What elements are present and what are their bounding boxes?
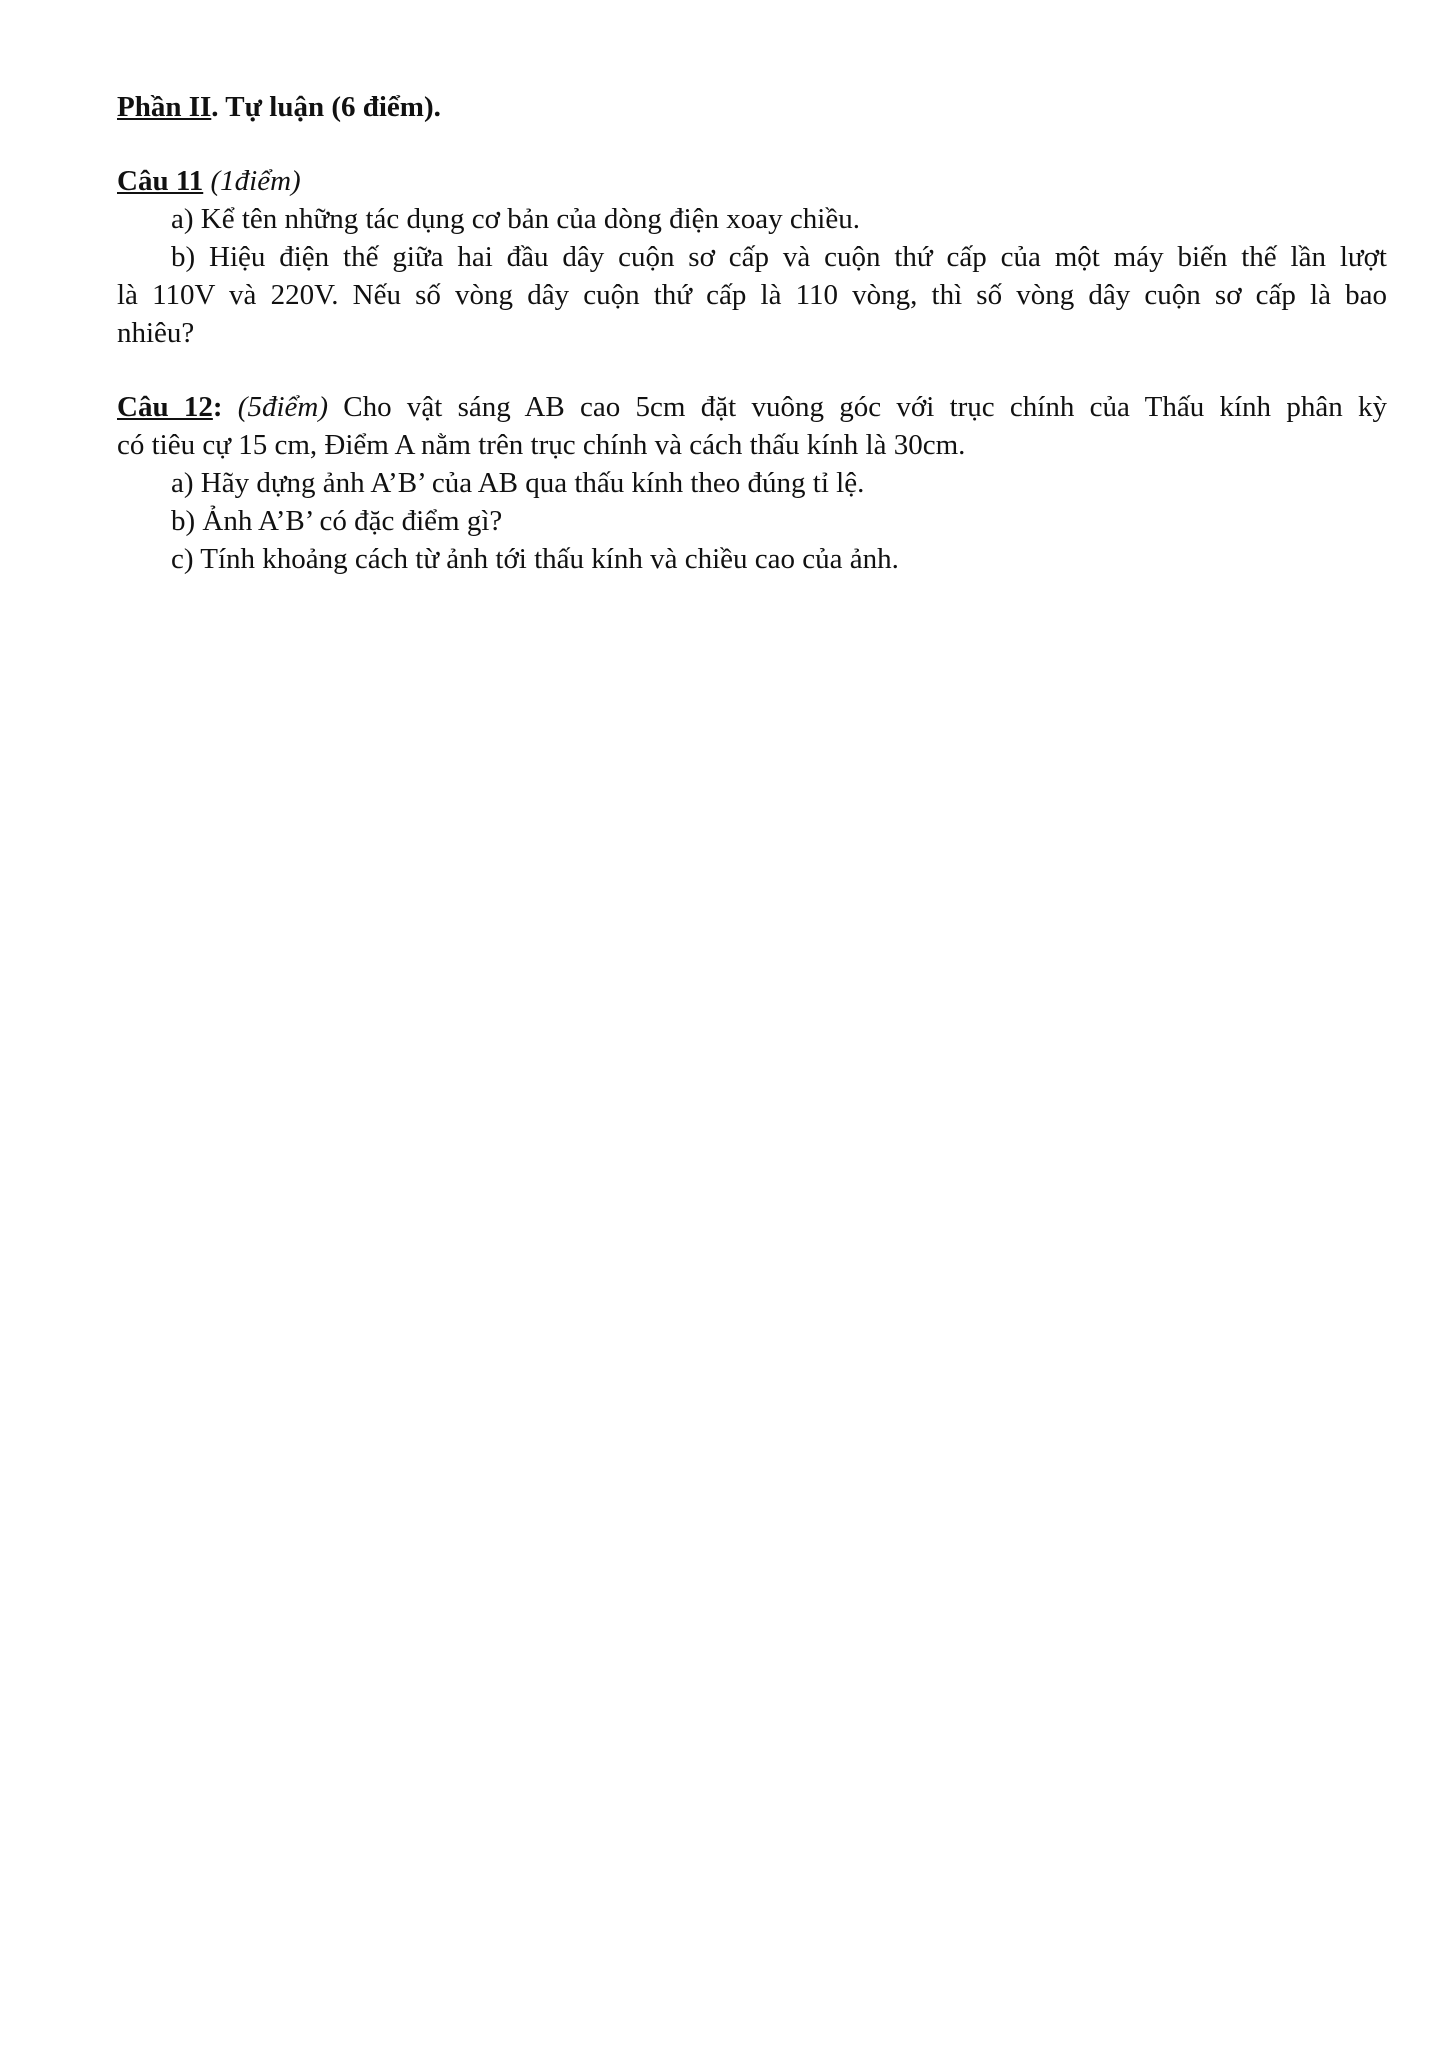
question-12-intro-line-1 (117, 388, 1387, 426)
section-title-underlined: Phần II (117, 91, 212, 123)
section-title-rest: . Tự luận (6 điểm). (211, 91, 441, 123)
document-content (117, 88, 1387, 578)
question-12-part-c: c) Tính khoảng cách từ ảnh tới thấu kính và chiều cao của ảnh. (171, 543, 899, 575)
question-12-points: (5điểm) (222, 391, 328, 423)
question-11-part-b-line-2: là 110V và 220V. Nếu số vòng dây cuộn thứ cấp là 110 vòng, thì số vòng dây cuộn sơ cấp là bao (117, 279, 1387, 311)
question-11-points: (1điểm) (203, 165, 301, 197)
question-11-part-a: a) Kể tên những tác dụng cơ bản của dòng điện xoay chiều. (171, 203, 860, 235)
section-heading (117, 88, 1387, 126)
question-12-colon: : (212, 391, 223, 423)
question-11-part-b-line-1: b) Hiệu điện thế giữa hai đầu dây cuộn sơ cấp và cuộn thứ cấp của một máy biến thế lần lượt (171, 241, 1387, 273)
question-12-part-b: b) Ảnh A’B’ có đặc điểm gì? (171, 505, 503, 537)
question-11-part-b-line-3: nhiêu? (117, 317, 195, 349)
question-11-heading (117, 162, 1387, 200)
question-11-label: Câu 11 (117, 165, 204, 197)
question-12-part-a: a) Hãy dựng ảnh A’B’ của AB qua thấu kính theo đúng tỉ lệ. (171, 467, 865, 499)
question-12-intro-line-2: có tiêu cự 15 cm, Điểm A nằm trên trục chính và cách thấu kính là 30cm. (117, 429, 966, 461)
question-12-intro-text: Cho vật sáng AB cao 5cm đặt vuông góc với trục chính của Thấu kính phân kỳ (328, 391, 1387, 423)
spacer (117, 126, 1387, 162)
spacer (117, 352, 1387, 388)
question-12-label: Câu 12 (117, 391, 213, 423)
